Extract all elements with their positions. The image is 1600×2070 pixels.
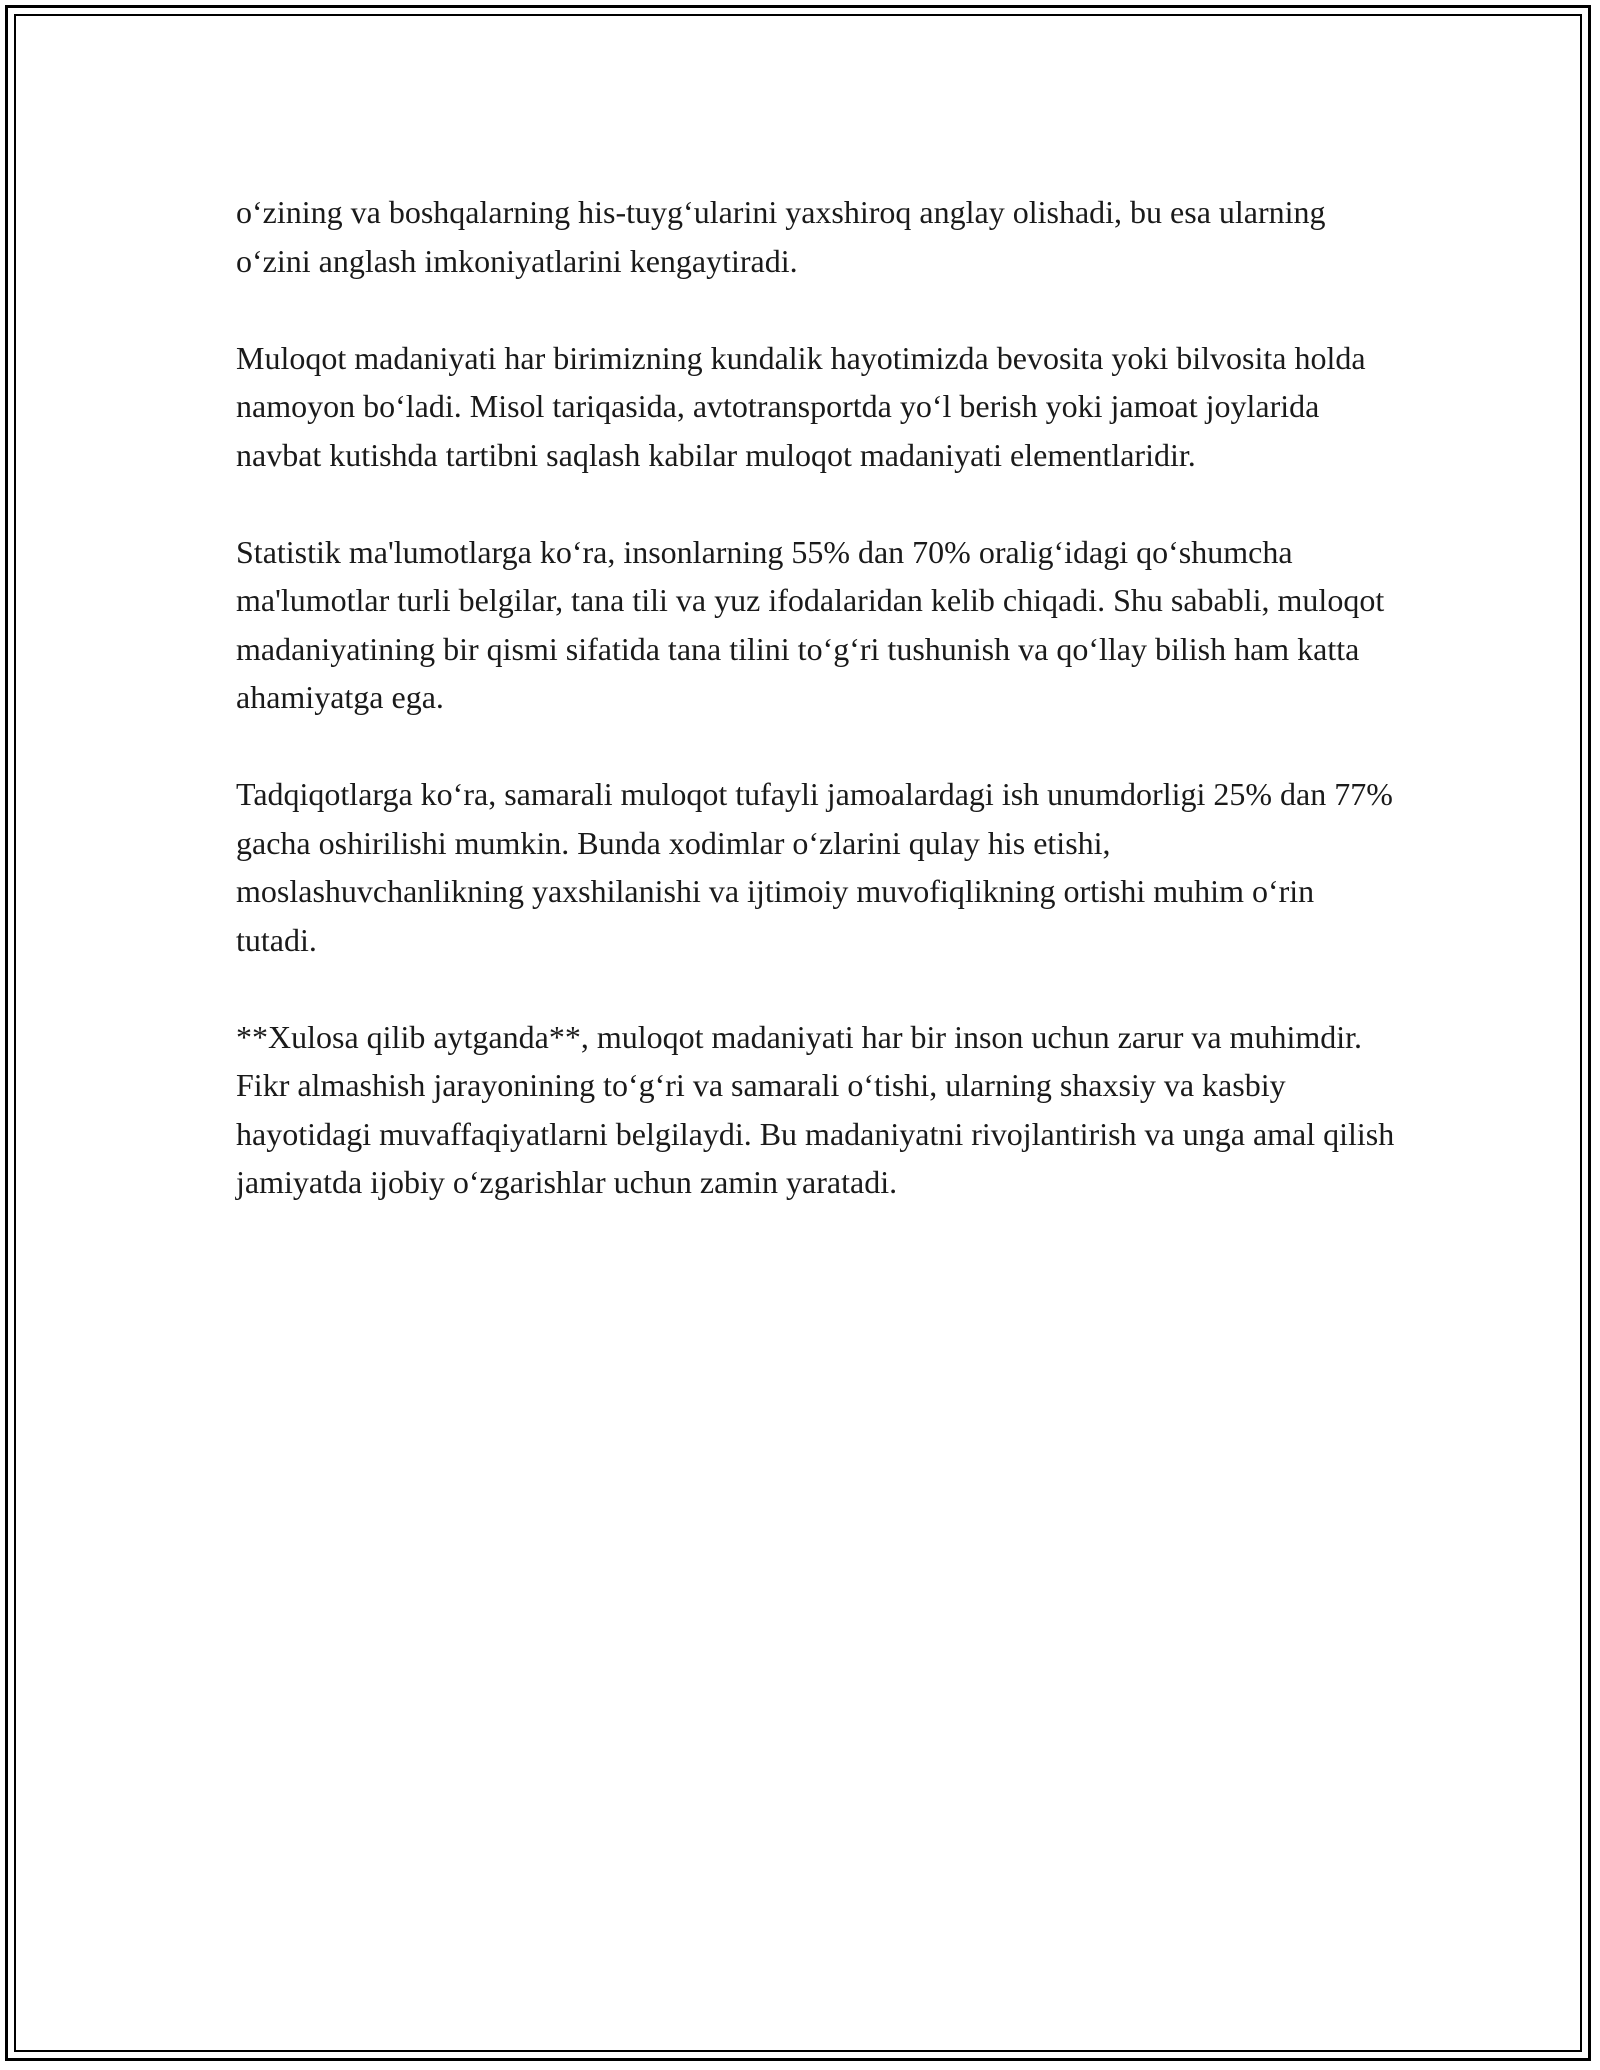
paragraph-5: **Xulosa qilib aytganda**, muloqot madaniyati har bir inson uchun zarur va muhimdir. Fikr almashish jarayonining to‘g‘ri va samarali o‘tishi, ularning shaxsiy va kasbiy hayotidagi muvaffaqiyatlarni belgilaydi. Bu madaniyatni rivojlantirish va unga amal qilish jamiyatda ijobiy o‘zgarishlar uchun zamin yaratadi. [236, 1018, 1395, 1200]
paragraph-1: o‘zining va boshqalarning his-tuyg‘ularini yaxshiroq anglay olishadi, bu esa ularning o‘zini anglash imkoniyatlarini kengaytiradi. [236, 194, 1326, 279]
document-body [236, 188, 1396, 1255]
paragraph-3: Statistik ma'lumotlarga ko‘ra, insonlarning 55% dan 70% oralig‘idagi qo‘shumcha ma'lumotlar turli belgilar, tana tili va yuz ifodalaridan kelib chiqadi. Shu sababli, muloqot madaniyatining bir qismi sifatida tana tilini to‘g‘ri tushunish va qo‘llay bilish ham katta ahamiyatga ega. [236, 533, 1385, 715]
paragraph-4: Tadqiqotlarga ko‘ra, samarali muloqot tufayli jamoalardagi ish unumdorligi 25% dan 77% gacha oshirilishi mumkin. Bunda xodimlar o‘zlarini qulay his etishi, moslashuvchanlikning yaxshilanishi va ijtimoiy muvofiqlikning ortishi muhim o‘rin tutadi. [236, 776, 1393, 958]
paragraph-2: Muloqot madaniyati har birimizning kundalik hayotimizda bevosita yoki bilvosita holda namoyon bo‘ladi. Misol tariqasida, avtotransportda yo‘l berish yoki jamoat joylarida navbat kutishda tartibni saqlash kabilar muloqot madaniyati elementlaridir. [236, 339, 1366, 473]
